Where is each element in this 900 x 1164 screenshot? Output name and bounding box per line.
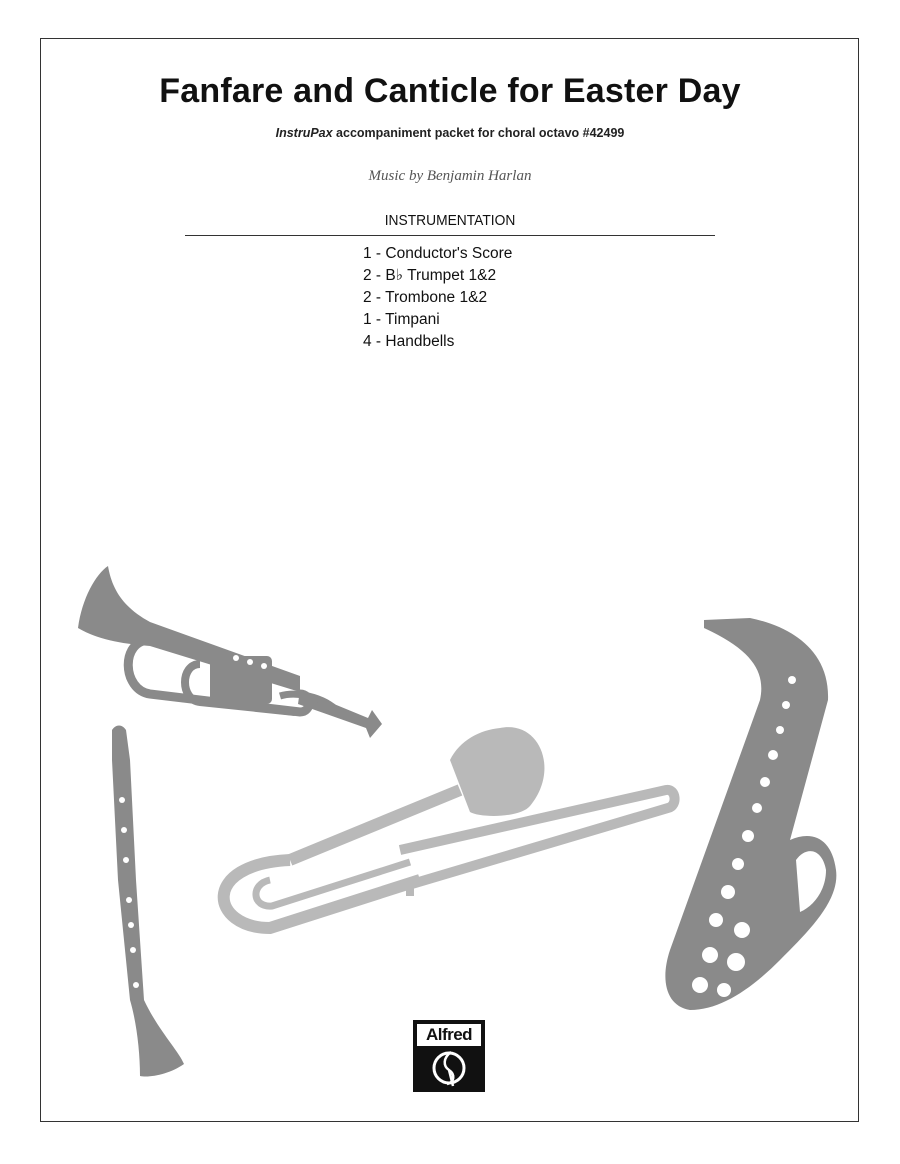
publisher-logo: [413, 1020, 485, 1092]
trombone-icon: [224, 727, 675, 928]
composer-credit: Music by Benjamin Harlan: [368, 168, 532, 184]
trumpet-icon: [78, 566, 382, 738]
list-item: 1 - Timpani: [363, 311, 440, 328]
subtitle-text: accompaniment packet for choral octavo #42499: [332, 126, 625, 140]
clarinet-icon: [112, 726, 184, 1077]
page-title: Fanfare and Canticle for Easter Day: [159, 72, 741, 110]
subtitle-brand: InstruPax: [275, 126, 333, 140]
list-item: 2 - B♭ Trumpet 1&2: [363, 267, 497, 284]
list-item: 4 - Handbells: [363, 333, 455, 350]
logo-name: Alfred: [417, 1024, 481, 1046]
list-item: 2 - Trombone 1&2: [363, 289, 488, 306]
treble-clef-icon: [417, 1048, 481, 1088]
saxophone-icon: [665, 618, 836, 1010]
list-item: 1 - Conductor's Score: [363, 245, 513, 262]
instrumentation-heading: INSTRUMENTATION: [384, 212, 516, 229]
